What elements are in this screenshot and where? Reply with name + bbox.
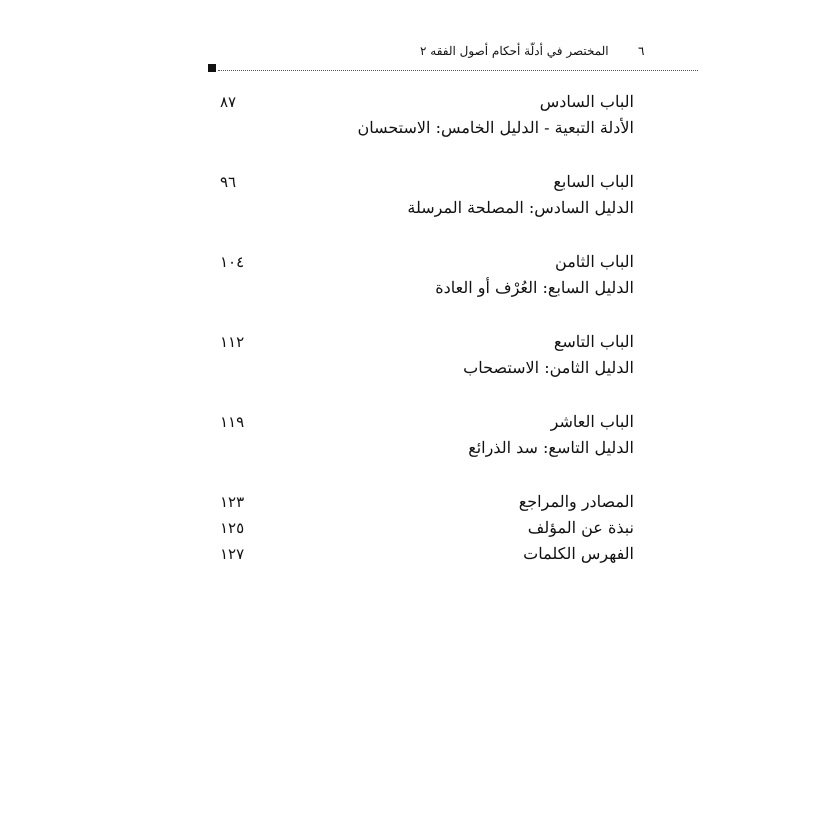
toc-entry-page: ١١٢ — [220, 333, 245, 351]
toc-entry-title: الدليل السابع: العُرْف أو العادة — [435, 278, 634, 297]
toc-entry-page: ٨٧ — [220, 93, 237, 111]
toc-entry-title: الدليل الثامن: الاستصحاب — [463, 358, 634, 377]
toc-entry-title: المصادر والمراجع — [518, 492, 634, 511]
toc-entry-page: ١٠٤ — [220, 253, 245, 271]
toc-entry-title: الدليل السادس: المصلحة المرسلة — [407, 198, 634, 217]
toc-entry-title: الفهرس الكلمات — [523, 544, 634, 563]
toc-entry-chapter-6 — [220, 90, 634, 116]
toc-entry-subtitle-6 — [220, 116, 634, 142]
header-square-marker — [208, 64, 216, 72]
toc-entry-title: الباب التاسع — [553, 332, 634, 351]
toc-entry-page: ١١٩ — [220, 413, 245, 431]
toc-entry-chapter-8 — [220, 250, 634, 276]
toc-entry-about-author — [220, 516, 634, 542]
toc-entry-title: الباب السابع — [553, 172, 634, 191]
toc-entry-subtitle-8 — [220, 276, 634, 302]
toc-entry-title: الباب الثامن — [555, 252, 634, 271]
toc-entry-title: الأدلة التبعية - الدليل الخامس: الاستحسان — [357, 118, 634, 137]
header-divider — [218, 70, 698, 71]
toc-entry-subtitle-9 — [220, 356, 634, 382]
toc-entry-page: ٩٦ — [220, 173, 237, 191]
header-page-number: ٦ — [638, 44, 645, 58]
toc-entry-subtitle-10 — [220, 436, 634, 462]
toc-entry-subtitle-7 — [220, 196, 634, 222]
toc-entry-page: ١٢٥ — [220, 519, 245, 537]
toc-entry-references — [220, 490, 634, 516]
toc-entry-chapter-7 — [220, 170, 634, 196]
toc-entry-title: الباب السادس — [539, 92, 634, 111]
table-of-contents — [220, 90, 634, 568]
toc-entry-page: ١٢٣ — [220, 493, 245, 511]
toc-entry-title: نبذة عن المؤلف — [527, 518, 634, 537]
toc-entry-chapter-10 — [220, 410, 634, 436]
page-header — [208, 38, 698, 72]
toc-entry-page: ١٢٧ — [220, 545, 245, 563]
header-book-title: المختصر في أدلّة أحكام أصول الفقه ٢ — [420, 44, 609, 58]
toc-entry-title: الباب العاشر — [550, 412, 634, 431]
toc-entry-word-index — [220, 542, 634, 568]
toc-entry-chapter-9 — [220, 330, 634, 356]
toc-entry-title: الدليل التاسع: سد الذرائع — [468, 438, 634, 457]
